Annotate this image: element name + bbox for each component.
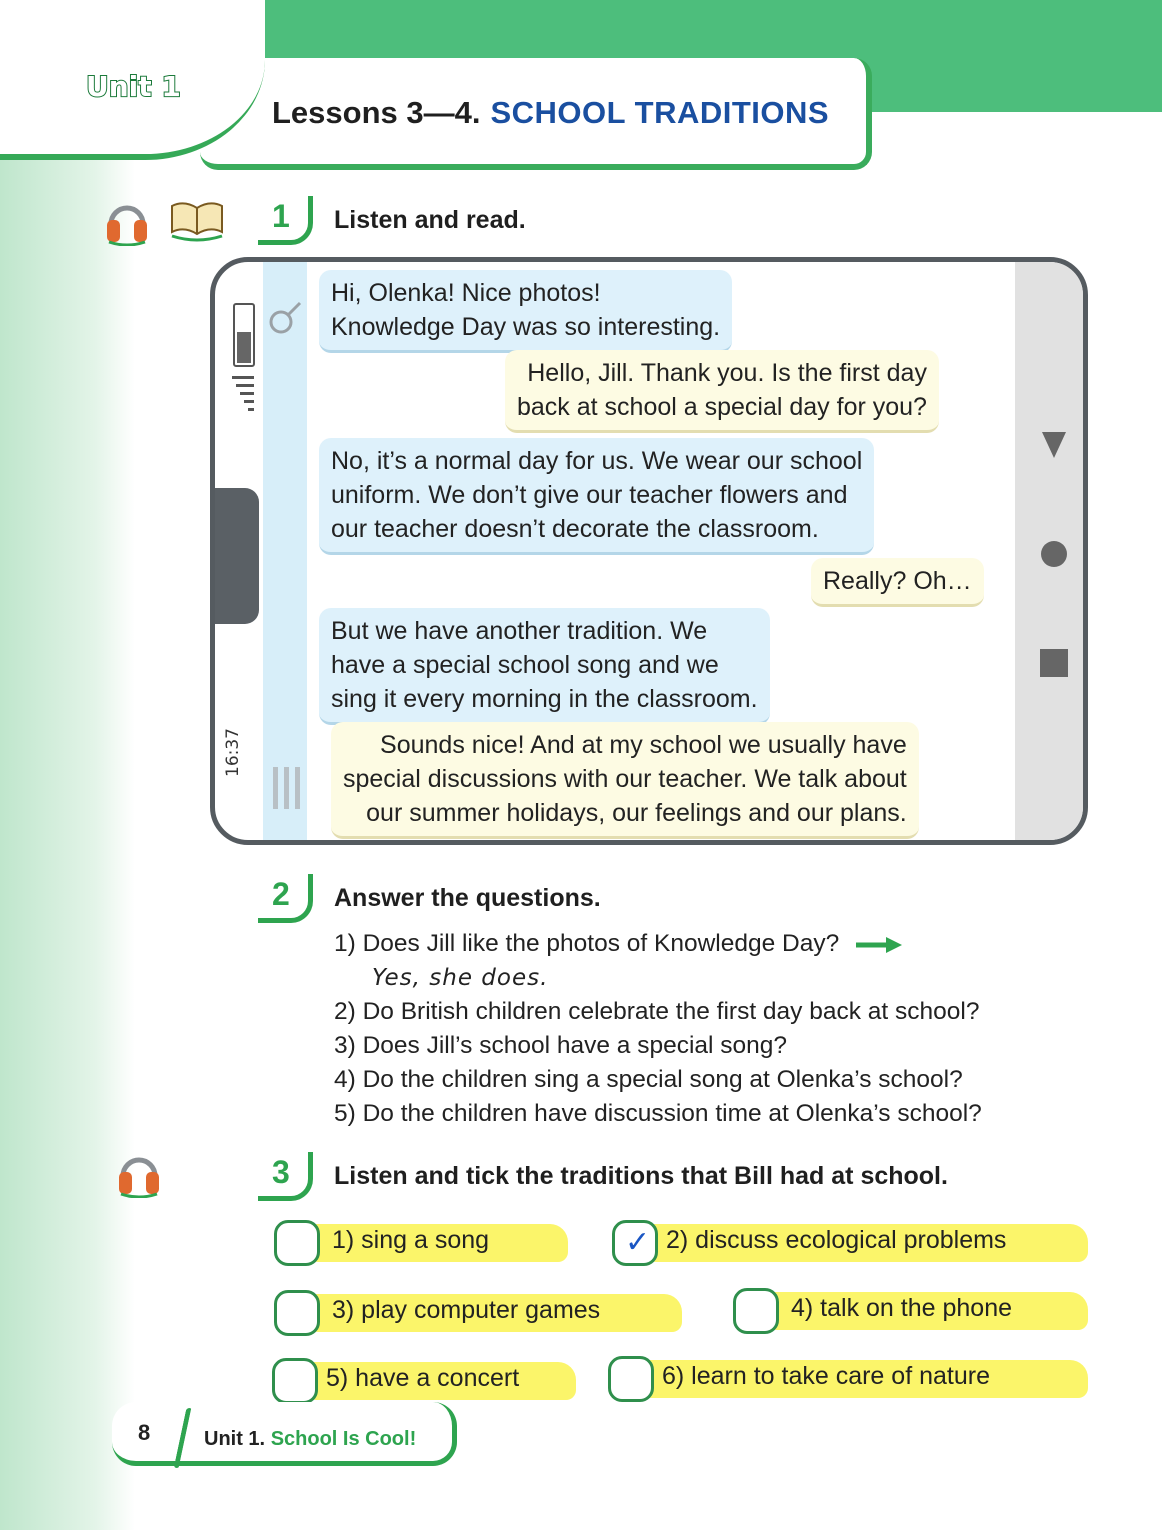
tick-checkbox-6[interactable] xyxy=(608,1356,654,1402)
home-circle-icon[interactable] xyxy=(1040,540,1068,568)
back-triangle-icon[interactable] xyxy=(1040,430,1068,460)
phone-message-strip xyxy=(263,262,307,840)
tick-checkbox-3[interactable] xyxy=(274,1290,320,1336)
message-bubble-1: Hi, Olenka! Nice photos! Knowledge Day was so interesting. xyxy=(319,270,732,353)
signal-icon xyxy=(232,374,254,414)
question-2: 2) Do British children celebrate the first day back at school? xyxy=(334,998,980,1025)
exercise-2-title: Answer the questions. xyxy=(334,884,601,912)
page-title xyxy=(272,95,829,131)
message-bubble-6: Sounds nice! And at my school we usually have special discussions with our teacher. We talk about our summer holidays, our feelings and our plans. xyxy=(331,722,919,839)
lesson-number: Lessons 3—4. xyxy=(272,95,481,130)
message-bubble-2: Hello, Jill. Thank you. Is the first day back at school a special day for you? xyxy=(505,350,939,433)
tick-item-6[interactable]: 6) learn to take care of nature xyxy=(608,1356,1088,1404)
tick-item-1[interactable]: 1) sing a song xyxy=(274,1220,574,1268)
tick-item-4[interactable]: 4) talk on the phone xyxy=(733,1288,1090,1336)
book-icon[interactable] xyxy=(168,198,226,242)
exercise-2-number: 2 xyxy=(256,874,308,920)
menu-lines-icon[interactable] xyxy=(271,767,303,809)
battery-icon xyxy=(232,300,256,370)
lesson-topic: SCHOOL TRADITIONS xyxy=(490,95,830,130)
question-1-answer: Yes, she does. xyxy=(372,965,549,991)
exercise-1-number: 1 xyxy=(256,196,308,242)
message-bubble-5: But we have another tradition. We have a special school song and we sing it every morning in the classroom. xyxy=(319,608,770,725)
tick-checkbox-2[interactable] xyxy=(612,1220,658,1266)
question-5: 5) Do the children have discussion time at Olenka’s school? xyxy=(334,1100,982,1127)
check-mark-icon: ✓ xyxy=(625,1225,651,1260)
recent-square-icon[interactable] xyxy=(1040,649,1068,677)
headphones-icon[interactable] xyxy=(117,1148,161,1198)
tick-item-5[interactable]: 5) have a concert xyxy=(272,1358,577,1406)
tick-checkbox-5[interactable] xyxy=(272,1358,318,1404)
question-1: 1) Does Jill like the photos of Knowledge Day? xyxy=(334,927,982,961)
arrow-right-icon xyxy=(854,935,904,955)
phone-frame xyxy=(210,257,1088,845)
question-list xyxy=(334,927,982,1131)
question-3: 3) Does Jill’s school have a special song? xyxy=(334,1032,788,1059)
exercise-3-number: 3 xyxy=(256,1152,308,1198)
phone-side-button[interactable] xyxy=(215,488,259,624)
footer-unit-title: Unit 1. School Is Cool! xyxy=(204,1428,417,1450)
question-4: 4) Do the children sing a special song at Olenka’s school? xyxy=(334,1066,963,1093)
tick-checkbox-4[interactable] xyxy=(733,1288,779,1334)
message-bubble-3: No, it’s a normal day for us. We wear our school uniform. We don’t give our teacher flowers and our teacher doesn’t decorate the classroom. xyxy=(319,438,874,555)
search-icon[interactable] xyxy=(267,300,303,336)
tick-item-3[interactable]: 3) play computer games xyxy=(274,1290,684,1338)
tick-checkbox-1[interactable] xyxy=(274,1220,320,1266)
message-bubble-4: Really? Oh… xyxy=(811,558,984,607)
page-number: 8 xyxy=(138,1420,151,1445)
page-footer xyxy=(112,1402,462,1468)
phone-clock: 16:37 xyxy=(223,728,243,777)
exercise-3-title: Listen and tick the traditions that Bill had at school. xyxy=(334,1162,948,1190)
exercise-1-title: Listen and read. xyxy=(334,206,526,234)
headphones-icon[interactable] xyxy=(105,196,149,246)
tick-item-2[interactable]: ✓ 2) discuss ecological problems xyxy=(612,1220,1090,1268)
unit-badge: Unit 1 xyxy=(86,70,181,103)
